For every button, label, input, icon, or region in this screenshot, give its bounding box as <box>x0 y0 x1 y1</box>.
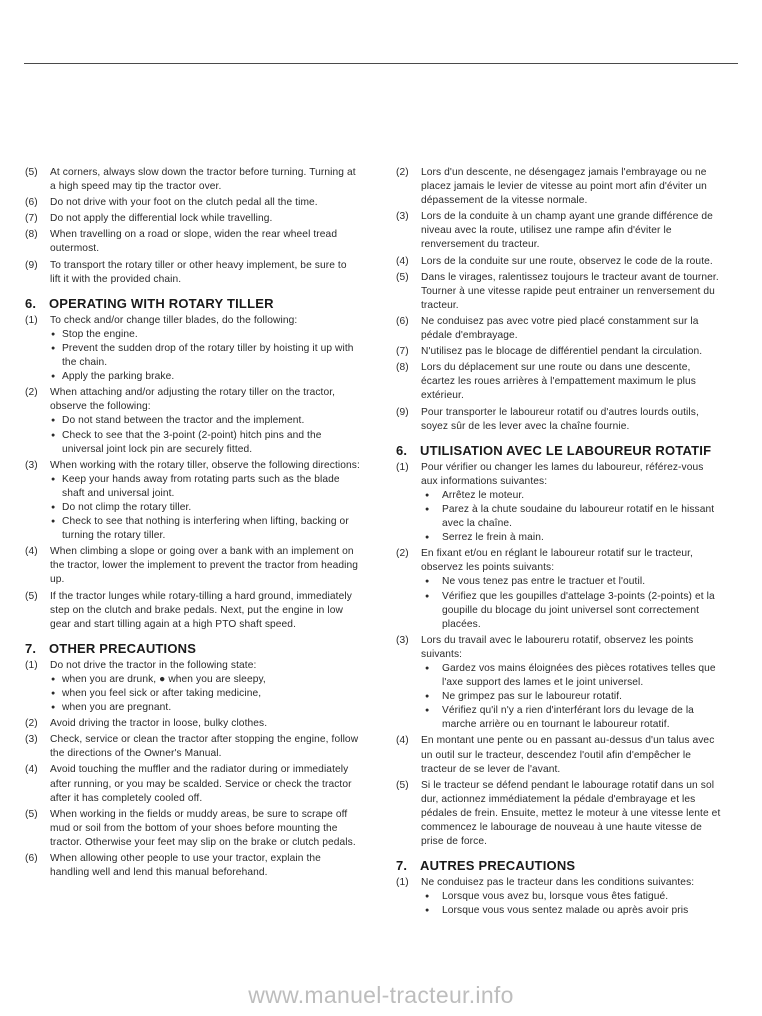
bullet-item: ● when you are pregnant. <box>50 701 360 715</box>
english-column <box>25 166 360 882</box>
section-number: 6. <box>396 442 408 458</box>
intro-items <box>25 166 360 287</box>
bullet-item: ● Serrez le frein à main. <box>421 531 722 545</box>
list-item <box>25 659 360 715</box>
bullet-item: ● Gardez vos mains éloignées des pièces rotatives telles que l'axe support des lames et le joint universel. <box>421 662 722 690</box>
section-title: UTILISATION AVEC LE LABOUREUR ROTATIF <box>420 442 712 458</box>
item-number: (3) <box>25 459 38 471</box>
bullet-list <box>50 473 360 543</box>
item-number: (2) <box>25 387 38 399</box>
item-number: (2) <box>25 718 38 730</box>
bullet-item: ● Lorsque vous vous sentez malade ou après avoir pris <box>421 904 722 918</box>
list-item <box>25 228 360 256</box>
item-number: (4) <box>396 255 409 267</box>
bullet-list <box>421 890 722 918</box>
section-6-heading <box>25 295 360 312</box>
item-number: (6) <box>25 197 38 209</box>
item-number: (1) <box>25 659 38 671</box>
item-text: En fixant et/ou en réglant le laboureur rotatif sur le tracteur, observez les points suivants: <box>421 548 693 574</box>
item-number: (5) <box>396 779 409 791</box>
section-title: OPERATING WITH ROTARY TILLER <box>49 295 274 311</box>
list-item <box>25 852 360 880</box>
item-number: (7) <box>396 346 409 358</box>
item-number: (3) <box>25 734 38 746</box>
list-item <box>25 459 360 544</box>
item-text: En montant une pente ou en passant au-dessus d'un talus avec un outil sur le tracteur, descendez l'outil afin d'empêcher le tracteur de se lever de l'avant. <box>421 735 715 775</box>
bullet-item: ● Keep your hands away from rotating parts such as the blade shaft and universal joint. <box>50 473 360 501</box>
list-item <box>396 461 722 546</box>
list-item <box>25 717 360 731</box>
list-item <box>25 808 360 850</box>
item-text: Avoid driving the tractor in loose, bulky clothes. <box>50 718 268 730</box>
item-text: Si le tracteur se défend pendant le labourage rotatif dans un sol dur, actionnez immédiatement la pédale d'embrayage et les pédales de frein. Ensuite, mettez le moteur à une vitesse lente et commencez le labourage de nouveau à une haute vitesse de prise de force. <box>421 779 721 848</box>
section-7-items <box>396 876 722 918</box>
bullet-item: ● Apply the parking brake. <box>50 370 360 384</box>
item-number: (4) <box>25 546 38 558</box>
bullet-item: ● when you are drunk, ● when you are sleepy, <box>50 673 360 687</box>
item-number: (1) <box>396 877 409 889</box>
list-item <box>25 386 360 456</box>
list-item <box>396 406 722 434</box>
section-7-items <box>25 659 360 880</box>
item-text: If the tractor lunges while rotary-tilling a hard ground, immediately step on the clutch and brake pedals. Next, put the engine in low gear and start tilling again at a high PTO shaft speed. <box>50 590 352 630</box>
bullet-item: ● Vérifiez que les goupilles d'attelage 3-points (2-points) et la goupille du blocage du joint universel sont correctement placées. <box>421 590 722 632</box>
item-text: When climbing a slope or going over a bank with an implement on the tractor, lower the implement to prevent the tractor from heading up. <box>50 546 359 586</box>
item-text: When travelling on a road or slope, widen the rear wheel tread outermost. <box>50 229 338 255</box>
bullet-item: ● Do not climp the rotary tiller. <box>50 501 360 515</box>
item-text: When attaching and/or adjusting the rotary tiller on the tractor, observe the following: <box>50 387 336 413</box>
list-item <box>25 196 360 210</box>
item-text: Ne conduisez pas avec votre pied placé constamment sur la pédale d'embrayage. <box>421 315 699 342</box>
list-item <box>25 166 360 194</box>
watermark: www.manuel-tracteur.info <box>248 982 514 1008</box>
list-item <box>396 255 722 269</box>
item-text: Pour vérifier ou changer les lames du laboureur, référez-vous aux informations suivantes: <box>421 461 704 487</box>
item-number: (9) <box>25 259 38 271</box>
list-item <box>396 271 722 313</box>
section-title: AUTRES PRECAUTIONS <box>420 858 576 874</box>
item-number: (7) <box>25 213 38 225</box>
bullet-list <box>421 575 722 631</box>
item-text: To transport the rotary tiller or other heavy implement, be sure to lift it with the provided chain. <box>50 259 347 285</box>
bullet-item: ● Vérifiez qu'il n'y a rien d'interférant lors du levage de la marche arrière ou en tournant le laboureur rotatif. <box>421 704 722 732</box>
item-number: (2) <box>396 548 409 560</box>
bullet-item: ● Parez à la chute soudaine du laboureur rotatif en le hissant avec la chaîne. <box>421 503 722 531</box>
item-text: Do not apply the differential lock while travelling. <box>50 213 273 225</box>
section-6-items <box>25 314 360 632</box>
item-text: Dans le virages, ralentissez toujours le tracteur avant de tourner. Tourner à une vitesse rapide peut entrainer un renversement du tracteur. <box>421 271 719 311</box>
item-text: Do not drive the tractor in the following state: <box>50 659 257 671</box>
section-number: 7. <box>25 640 37 656</box>
item-text: Check, service or clean the tractor after stopping the engine, follow the directions of the Owner's Manual. <box>50 734 359 760</box>
bullet-item: ● when you feel sick or after taking medicine, <box>50 687 360 701</box>
item-text: Lors de la conduite à un champ ayant une grande différence de niveau avec la route, utilisez une rampe afin d'éviter le renversement du tracteur. <box>421 211 713 251</box>
list-item <box>396 876 722 918</box>
item-number: (1) <box>25 314 38 326</box>
bullet-list <box>50 328 360 384</box>
item-number: (9) <box>396 406 409 418</box>
bullet-item: ● Check to see that nothing is interfering when lifting, backing or turning the rotary tiller. <box>50 515 360 543</box>
bullet-item: ● Prevent the sudden drop of the rotary tiller by hoisting it up with the chain. <box>50 342 360 370</box>
item-text: To check and/or change tiller blades, do the following: <box>50 314 298 326</box>
list-item <box>396 166 722 208</box>
section-6-items <box>396 461 722 850</box>
section-7-heading <box>25 640 360 657</box>
bullet-item: ● Lorsque vous avez bu, lorsque vous êtes fatigué. <box>421 890 722 904</box>
bullet-item: ● Arrêtez le moteur. <box>421 489 722 503</box>
list-item <box>396 345 722 359</box>
item-text: Lors de la conduite sur une route, observez le code de la route. <box>421 255 713 267</box>
section-title: OTHER PRECAUTIONS <box>49 640 197 656</box>
item-text: Avoid touching the muffler and the radiator during or immediately after running, or you may be scalded. Service or check the tractor after it has completely cooled off. <box>50 764 352 804</box>
item-text: Ne conduisez pas le tracteur dans les conditions suivantes: <box>421 877 695 889</box>
french-column <box>396 166 722 921</box>
intro-items <box>396 166 722 434</box>
item-number: (5) <box>25 808 38 820</box>
section-6-heading <box>396 442 722 459</box>
bullet-item: ● Ne vous tenez pas entre le tractuer et l'outil. <box>421 575 722 589</box>
list-item <box>25 259 360 287</box>
item-number: (3) <box>396 211 409 223</box>
item-number: (3) <box>396 634 409 646</box>
list-item <box>25 733 360 761</box>
list-item <box>396 361 722 403</box>
list-item <box>25 545 360 587</box>
bullet-list <box>421 489 722 545</box>
item-number: (5) <box>25 167 38 178</box>
bullet-item: ● Stop the engine. <box>50 328 360 342</box>
list-item <box>396 315 722 343</box>
bullet-item: ● Do not stand between the tractor and the implement. <box>50 414 360 428</box>
item-number: (4) <box>396 735 409 747</box>
list-item <box>25 314 360 384</box>
item-text: Lors du déplacement sur une route ou dans une descente, écartez les roues arrières à l'empattement maximum le plus extérieur. <box>421 362 696 402</box>
list-item <box>25 590 360 632</box>
item-text: N'utilisez pas le blocage de différentiel pendant la circulation. <box>421 346 703 358</box>
list-item <box>396 210 722 252</box>
list-item <box>25 212 360 226</box>
item-number: (4) <box>25 764 38 776</box>
item-number: (8) <box>25 229 38 241</box>
bullet-item: ● Check to see that the 3-point (2-point) hitch pins and the universal joint lock pin are securely fitted. <box>50 429 360 457</box>
section-7-heading <box>396 857 722 874</box>
section-number: 6. <box>25 295 37 311</box>
item-number: (2) <box>396 167 409 178</box>
bullet-list <box>50 673 360 715</box>
list-item <box>396 779 722 849</box>
item-text: Lors du travail avec le laboureru rotatif, observez les points suivants: <box>421 634 694 660</box>
list-item <box>396 734 722 776</box>
section-number: 7. <box>396 858 408 874</box>
item-number: (1) <box>396 461 409 473</box>
item-number: (6) <box>25 853 38 865</box>
item-number: (5) <box>396 271 409 283</box>
item-number: (8) <box>396 362 409 374</box>
item-text: Lors d'un descente, ne désengagez jamais l'embrayage ou ne placez jamais le levier de vitesse au point mort afin d'éviter un dépassement de la vitesse normale. <box>421 167 707 207</box>
list-item <box>25 763 360 805</box>
item-text: At corners, always slow down the tractor before turning. Turning at a high speed may tip the tractor over. <box>50 167 356 193</box>
item-number: (6) <box>396 315 409 327</box>
bullet-item: ● Ne grimpez pas sur le laboureur rotatif. <box>421 690 722 704</box>
list-item <box>396 547 722 632</box>
item-text: Do not drive with your foot on the clutch pedal all the time. <box>50 197 318 209</box>
list-item <box>396 634 722 733</box>
item-number: (5) <box>25 590 38 602</box>
bullet-list <box>421 662 722 732</box>
bullet-list <box>50 414 360 456</box>
item-text: When allowing other people to use your tractor, explain the handling well and lend this manual beforehand. <box>50 853 321 879</box>
item-text: Pour transporter le laboureur rotatif ou d'autres lourds outils, soyez sûr de les lever avec la chaîne fournie. <box>421 406 699 432</box>
top-rule <box>24 63 738 64</box>
item-text: When working with the rotary tiller, observe the following directions: <box>50 459 360 471</box>
item-text: When working in the fields or muddy areas, be sure to scrape off mud or soil from the bottom of your shoes before mounting the tractor. Otherwise your feet may slip on the brake or clutch pedals. <box>50 808 356 848</box>
